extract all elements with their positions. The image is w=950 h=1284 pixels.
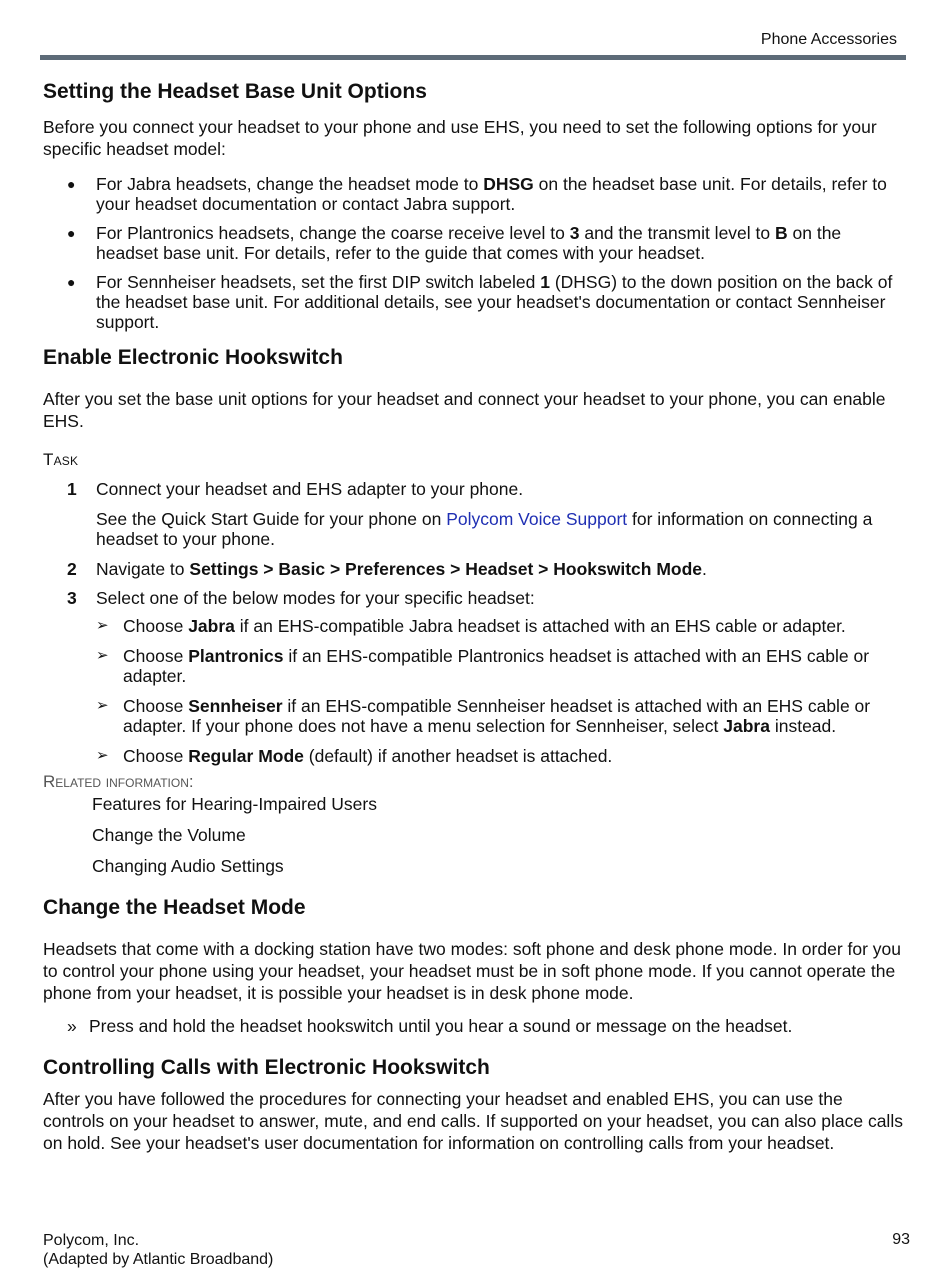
header-rule [40,55,906,60]
step-number: 1 [67,479,77,499]
list-item: ● For Plantronics headsets, change the coarse receive level to 3 and the transmit level to B on the headset base unit. For details, refer to the guide that comes with your headset. [67,223,842,263]
task-label: Task [43,450,79,469]
section1-intro: Before you connect your headset to your phone and use EHS, you need to set the following options for your specific headset model: [43,117,877,159]
step-1: 1 Connect your headset and EHS adapter to your phone. [67,479,524,499]
bullet-icon: ● [67,274,76,290]
related-link-change-volume[interactable]: Change the Volume [92,825,246,845]
running-header: Phone Accessories [760,31,897,48]
list-item: ➢ Choose Sennheiser if an EHS-compatible Sennheiser headset is attached with an EHS cable or adapter. If your phone does not have a menu selection for Sennheiser, select Jabra instead. [96,696,871,736]
list-item: ➢ Choose Jabra if an EHS-compatible Jabra headset is attached with an EHS cable or adapter. [96,616,846,636]
list-item: » Press and hold the headset hookswitch until you hear a sound or message on the headset. [67,1016,793,1036]
bullet-icon: ● [67,176,76,192]
related-link-hearing-impaired[interactable]: Features for Hearing-Impaired Users [92,794,377,814]
footer-company: Polycom, Inc. (Adapted by Atlantic Broadband) [43,1232,274,1268]
section-heading-ehs: Enable Electronic Hookswitch [43,346,343,369]
step-number: 2 [67,559,77,579]
step-2: 2 Navigate to Settings > Basic > Preferences > Headset > Hookswitch Mode. [67,559,707,579]
section-heading-headset-mode: Change the Headset Mode [43,896,306,919]
list-item: ➢ Choose Regular Mode (default) if another headset is attached. [96,746,613,766]
step-3: 3 Select one of the below modes for your specific headset: [67,588,535,608]
arrow-bullet-icon: ➢ [96,747,109,764]
list-item: ● For Sennheiser headsets, set the first DIP switch labeled 1 (DHSG) to the down position on the back of the headset base unit. For additional details, see your headset's documentation or contact Sennheiser support. [67,272,893,332]
page-number: 93 [892,1231,910,1248]
step-1-note: See the Quick Start Guide for your phone on Polycom Voice Support for information on connecting a headset to your phone. [96,509,873,549]
related-information-label: Related information: [43,772,194,791]
section3-intro: Headsets that come with a docking station have two modes: soft phone and desk phone mode. In order for you to control your phone using your headset, your headset must be in soft phone mode. If you cannot operate the phone from your headset, it is possible your headset is in desk phone mode. [43,939,902,1003]
related-link-audio-settings[interactable]: Changing Audio Settings [92,856,284,876]
list-item: ● For Jabra headsets, change the headset mode to DHSG on the headset base unit. For details, refer to your headset documentation or contact Jabra support. [67,174,887,214]
page-content [43,80,903,1154]
bullet-icon: ● [67,225,76,241]
section4-intro: After you have followed the procedures for connecting your headset and enabled EHS, you can use the controls on your headset to answer, mute, and end calls. If supported on your headset, you can also place calls on hold. See your headset's user documentation for information on controlling calls from your headset. [43,1089,903,1153]
arrow-bullet-icon: ➢ [96,697,109,714]
step-number: 3 [67,588,77,608]
polycom-voice-support-link[interactable]: Polycom Voice Support [446,509,628,529]
section2-intro: After you set the base unit options for your headset and connect your headset to your phone, you can enable EHS. [43,389,886,431]
section-heading-base-unit: Setting the Headset Base Unit Options [43,80,427,103]
section-heading-controlling-calls: Controlling Calls with Electronic Hookswitch [43,1056,490,1079]
arrow-bullet-icon: ➢ [96,617,109,634]
raquo-bullet-icon: » [67,1016,77,1036]
arrow-bullet-icon: ➢ [96,647,109,664]
bullet-list [43,174,903,332]
list-item: ➢ Choose Plantronics if an EHS-compatible Plantronics headset is attached with an EHS cable or adapter. [96,646,870,686]
